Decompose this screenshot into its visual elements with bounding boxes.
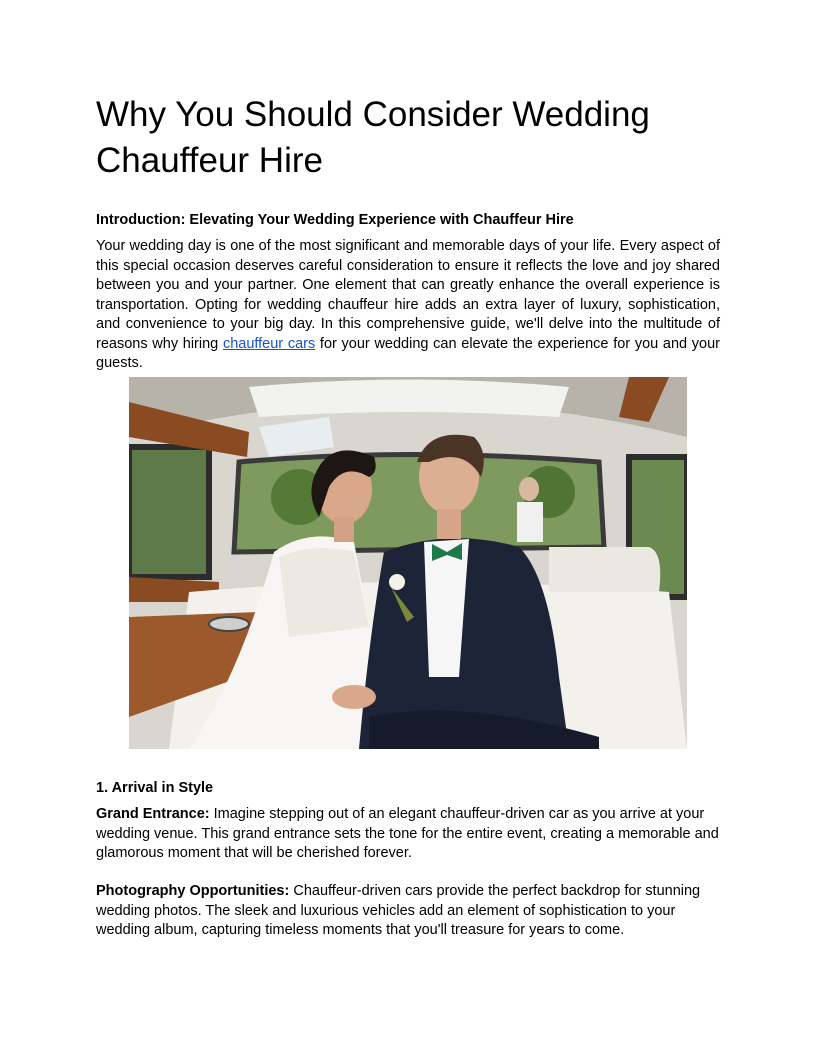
paragraph-text: Imagine stepping out of an elegant chauffeur-driven car as you arrive at your wedding venue. This grand entrance sets the tone for the entire event, creating a memorable and glamorous moment that will be cherished forever. (96, 806, 719, 861)
document-title: Why You Should Consider Wedding Chauffeur Hire (96, 95, 650, 180)
chauffeur-cars-link[interactable]: chauffeur cars (222, 335, 316, 352)
paragraph-grand-entrance (96, 805, 720, 864)
intro-text-start: Your wedding day is one of the most significant and memorable days of your life. Every aspect of this special occasion deserves careful consideration to ensure it reflects the love and joy shared between you and your partner. One element that can greatly enhance the overall experience is transportation. Opting for wedding chauffeur hire adds an extra layer of luxury, sophistication, and convenience to your big day. In this comprehensive guide, we'll delve into the multitude of reasons why hiring (96, 238, 720, 352)
section-heading-arrival: 1. Arrival in Style (96, 780, 214, 796)
intro-paragraph (96, 237, 720, 374)
wedding-couple-photo (129, 377, 687, 749)
paragraph-label: Photography Opportunities: (96, 883, 290, 899)
intro-text-end: for your wedding can elevate the experience for you and your guests. (96, 335, 720, 371)
paragraph-text: Chauffeur-driven cars provide the perfect backdrop for stunning wedding photos. The sleek and luxurious vehicles add an element of sophistication to your wedding album, capturing timeless moments that you'll treasure for years to come. (96, 883, 701, 938)
paragraph-photography (96, 882, 720, 941)
paragraph-label: Grand Entrance: (96, 806, 210, 822)
intro-heading: Introduction: Elevating Your Wedding Experience with Chauffeur Hire (96, 212, 574, 228)
